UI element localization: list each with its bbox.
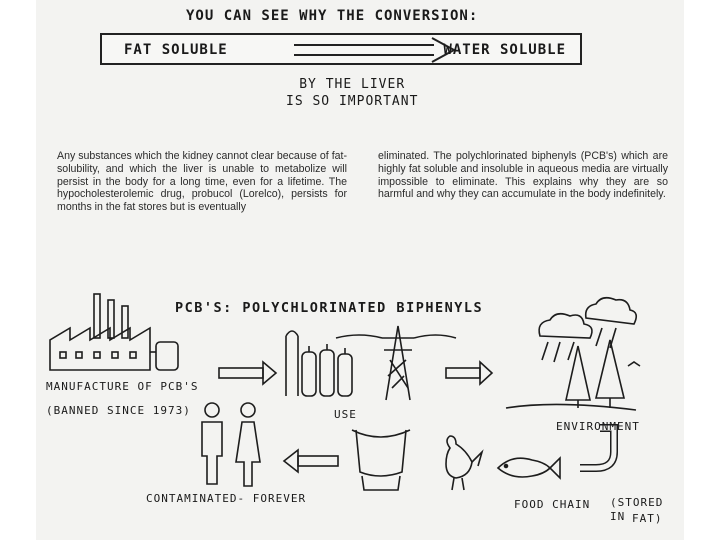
fish-icon xyxy=(498,458,560,478)
humans-icon xyxy=(202,403,260,486)
right-paragraph: eliminated. The polychlorinated biphenyls (PCB's) which are highly fat soluble and insoluble in aqueous media are virtually impossible to eliminate. This explains why they are so harmful and why they can accumulate in the body indefinitely. xyxy=(378,150,668,201)
curved-arrow-icon xyxy=(580,428,614,468)
liver-caption-line-2: IS SO IMPORTANT xyxy=(286,94,419,109)
banned-label: (BANNED SINCE 1973) xyxy=(46,404,191,417)
pcb-title: PCB'S: POLYCHLORINATED BIPHENYLS xyxy=(175,300,484,316)
environment-label: ENVIRONMENT xyxy=(556,420,640,433)
arrow-to-use-icon xyxy=(219,362,276,384)
stored-in-label: (STORED IN xyxy=(610,496,664,523)
manufacture-label: MANUFACTURE OF PCB'S xyxy=(46,380,199,393)
environment-rain-trees-icon xyxy=(506,298,640,410)
liver-caption-line-1: BY THE LIVER xyxy=(299,77,406,92)
left-paragraph: Any substances which the kidney cannot clear because of fat-solubility, and which the liver is unable to metabolize will persist in the body for a long time, even for a lifetime. The hypocholesterolemic drug, probucol (Lorelco), persists for months in the fat stores but is eventually xyxy=(57,150,347,214)
page xyxy=(36,0,684,540)
arrow-to-environment-icon xyxy=(446,362,492,384)
fat-label: FAT) xyxy=(632,512,663,525)
power-pylon-icon xyxy=(336,326,456,400)
contaminated-label: CONTAMINATED- FOREVER xyxy=(146,492,307,505)
factory-icon xyxy=(50,294,178,370)
chicken-icon xyxy=(446,436,482,490)
use-label: USE xyxy=(334,408,357,421)
capacitor-cylinders-icon xyxy=(286,331,352,396)
fat-soluble-label: FAT SOLUBLE xyxy=(124,42,228,58)
food-chain-label: FOOD CHAIN xyxy=(514,498,591,511)
pcb-illustration xyxy=(36,0,684,540)
food-container-icon xyxy=(352,430,410,490)
conversion-heading: YOU CAN SEE WHY THE CONVERSION: xyxy=(186,8,479,24)
arrow-to-humans-icon xyxy=(284,450,338,472)
water-soluble-label: WATER SOLUBLE xyxy=(443,42,566,58)
